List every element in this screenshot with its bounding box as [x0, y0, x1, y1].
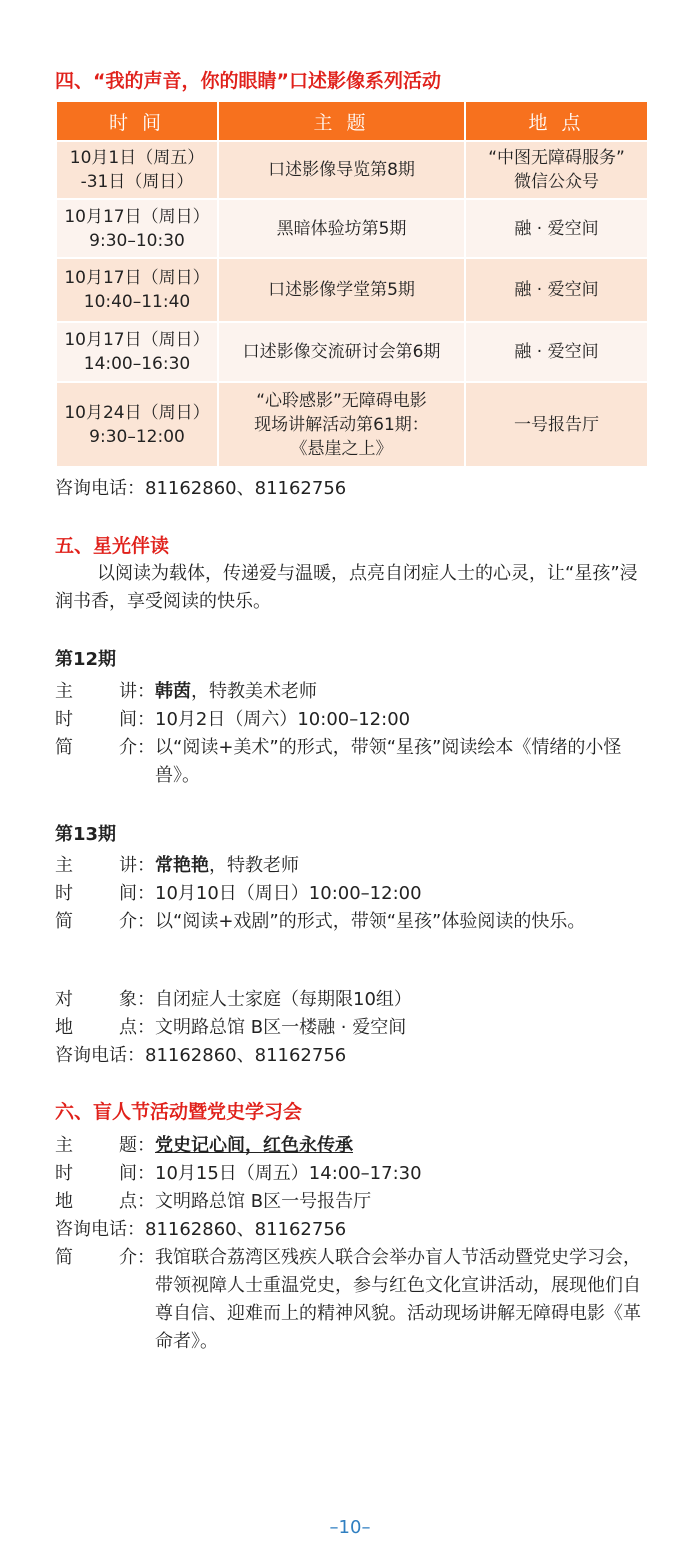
table-row [56, 382, 648, 467]
field-value: 10月10日（周日）10:00–12:00 [155, 883, 422, 904]
section-5-target [55, 986, 650, 1014]
section-5-intro: 以阅读为载体，传递爱与温暖，点亮自闭症人士的心灵，让“星孩”浸润书香，享受阅读的快乐。 [55, 563, 638, 612]
time-line-1: 10月17日（周日） [64, 206, 210, 227]
field-value: 以“阅读+美术”的形式，带领“星孩”阅读绘本《情绪的小怪兽》。 [155, 737, 622, 786]
place-cell [465, 141, 648, 199]
time-line-2: -31日（周日） [80, 172, 194, 192]
field-value: 以“阅读+戏剧”的形式，带领“星孩”体验阅读的快乐。 [155, 911, 586, 932]
issue-12-time [55, 706, 650, 734]
topic-line: 口述影像交流研讨会第6期 [242, 342, 441, 362]
section-6-intro [55, 1244, 650, 1356]
field-label: 对 象： [55, 989, 155, 1010]
time-line-1: 10月1日（周五） [69, 148, 205, 168]
field-label: 地 点： [55, 1191, 155, 1212]
place-cell [465, 199, 648, 258]
topic-line: 口述影像导览第8期 [268, 160, 415, 180]
topic-cell [218, 141, 465, 199]
section-6-time [55, 1160, 650, 1188]
field-value [155, 678, 650, 706]
issue-12-title: 第12期 [55, 649, 117, 670]
place-cell [465, 258, 648, 322]
topic-line-2: 现场讲解活动第61期： [254, 414, 429, 435]
field-value: 10月15日（周五）14:00–17:30 [155, 1163, 422, 1184]
section-5-title: 五、星光伴读 [55, 535, 170, 557]
time-cell [56, 258, 218, 322]
time-line-1: 10月17日（周日） [64, 330, 210, 350]
time-line-2: 10:40–11:40 [83, 292, 191, 312]
field-value: 文明路总馆 B区一楼融 · 爱空间 [155, 1017, 407, 1038]
field-value: 自闭症人士家庭（每期限10组） [155, 989, 412, 1010]
speaker-name: 常艳艳 [155, 855, 209, 876]
issue-13-time [55, 880, 650, 908]
field-label: 简 介： [55, 737, 155, 758]
field-label: 主 讲： [55, 681, 155, 702]
activity-table [55, 100, 649, 468]
topic-line: 黑暗体验坊第5期 [276, 218, 407, 239]
topic-cell [218, 199, 465, 258]
time-line-2: 9:30–10:30 [89, 230, 185, 251]
place-cell [465, 382, 648, 467]
section-5-place [55, 1014, 650, 1042]
field-value [155, 852, 650, 880]
section-6-theme [55, 1132, 650, 1160]
speaker-desc: ，特教美术老师 [191, 681, 317, 702]
place-line-2: 微信公众号 [514, 172, 599, 192]
section-6-place [55, 1188, 650, 1216]
header-topic: 主 题 [218, 101, 465, 141]
time-cell [56, 199, 218, 258]
field-label: 时 间： [55, 709, 155, 730]
table-row [56, 199, 648, 258]
place-line: 融 · 爱空间 [514, 280, 599, 300]
field-label: 简 介： [55, 1247, 155, 1268]
issue-13-intro [55, 908, 650, 936]
issue-13-title: 第13期 [55, 824, 117, 845]
topic-cell [218, 382, 465, 467]
table-row [56, 258, 648, 322]
time-cell [56, 382, 218, 467]
field-label: 简 介： [55, 911, 155, 932]
field-label: 时 间： [55, 1163, 155, 1184]
field-label: 主 题： [55, 1135, 155, 1156]
place-line-1: “中图无障碍服务” [488, 148, 625, 168]
time-line-2: 14:00–16:30 [83, 354, 191, 374]
issue-12-speaker [55, 678, 650, 706]
topic-line: 口述影像学堂第5期 [268, 280, 415, 300]
time-cell [56, 322, 218, 382]
topic-cell [218, 322, 465, 382]
topic-line-1: “心聆感影”无障碍电影 [256, 390, 427, 411]
place-line: 融 · 爱空间 [514, 218, 599, 239]
speaker-name: 韩茵 [155, 681, 191, 702]
field-label: 时 间： [55, 883, 155, 904]
field-value: 我馆联合荔湾区残疾人联合会举办盲人节活动暨党史学习会，带领视障人士重温党史，参与红色文化宣讲活动，展现他们自尊自信、迎难而上的精神风貌。活动现场讲解无障碍电影《革命者》。 [155, 1247, 641, 1352]
section-4-consult: 咨询电话：81162860、81162756 [55, 478, 347, 499]
theme-text: 党史记心间，红色永传承 [155, 1135, 353, 1156]
field-value: 10月2日（周六）10:00–12:00 [155, 709, 411, 730]
section-6-consult: 咨询电话：81162860、81162756 [55, 1219, 347, 1240]
header-time: 时 间 [56, 101, 218, 141]
section-4-title: 四、“我的声音，你的眼睛”口述影像系列活动 [55, 70, 441, 92]
section-6-title: 六、盲人节活动暨党史学习会 [55, 1101, 303, 1123]
time-line-1: 10月17日（周日） [64, 268, 210, 288]
time-cell [56, 141, 218, 199]
issue-13-speaker [55, 852, 650, 880]
time-line-2: 9:30–12:00 [89, 426, 185, 447]
topic-cell [218, 258, 465, 322]
issue-12-intro [55, 734, 650, 790]
section-5-consult: 咨询电话：81162860、81162756 [55, 1045, 347, 1066]
place-line: 融 · 爱空间 [514, 342, 599, 362]
page-number: –10– [329, 1517, 371, 1538]
field-label: 地 点： [55, 1017, 155, 1038]
topic-line-3: 《悬崖之上》 [290, 438, 393, 459]
header-place: 地 点 [465, 101, 648, 141]
table-row [56, 141, 648, 199]
field-value: 文明路总馆 B区一号报告厅 [155, 1191, 372, 1212]
field-value [155, 1132, 650, 1160]
place-cell [465, 322, 648, 382]
place-line: 一号报告厅 [514, 414, 599, 435]
field-label: 主 讲： [55, 855, 155, 876]
speaker-desc: ，特教老师 [209, 855, 299, 876]
time-line-1: 10月24日（周日） [64, 402, 210, 423]
table-header-row [56, 101, 648, 141]
table-row [56, 322, 648, 382]
